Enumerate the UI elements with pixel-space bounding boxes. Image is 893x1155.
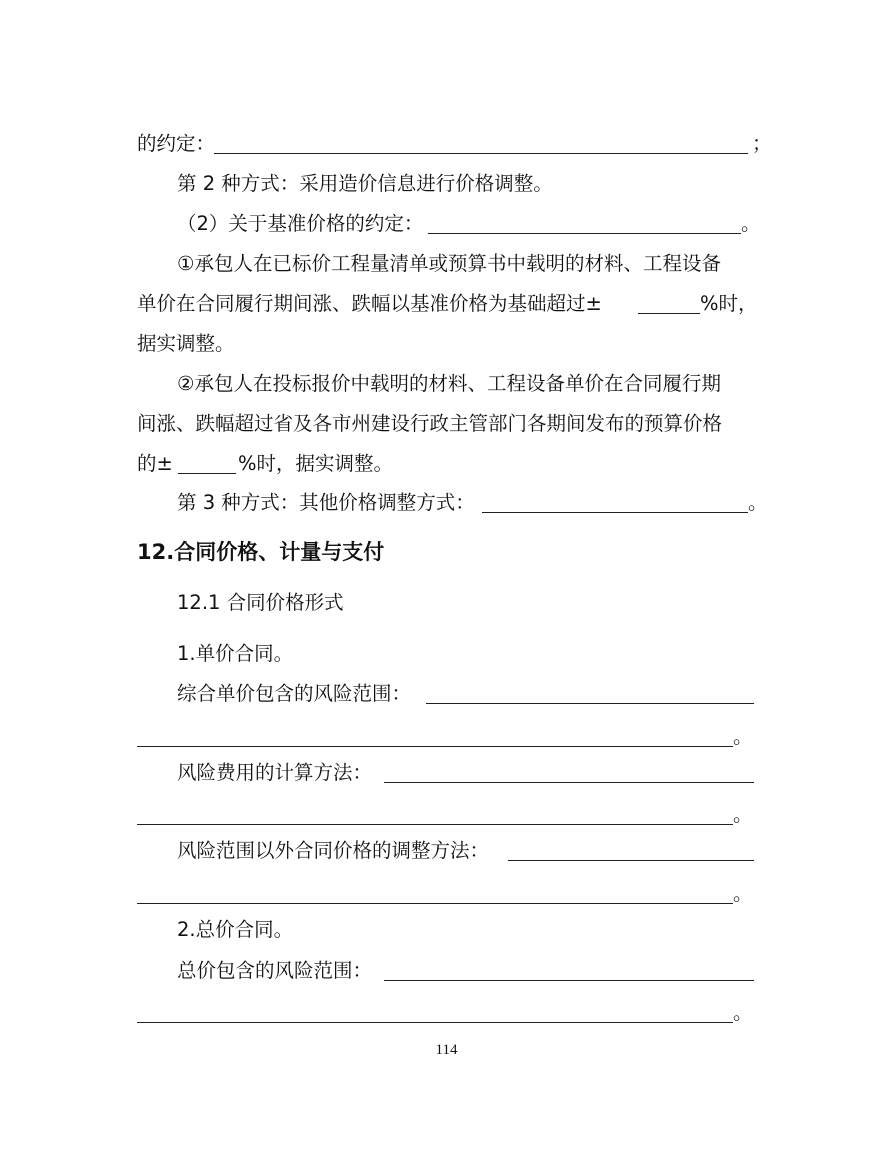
text-line-8 [0, 406, 893, 442]
line-9-end: %时，据实调整。 [238, 452, 394, 475]
line-7-text: ②承包人在投标报价中载明的材料、工程设备单价在合同履行期 [177, 372, 721, 395]
unit-risk-scope-line [0, 676, 893, 712]
fill-blank-risk-cost[interactable] [384, 755, 754, 783]
lump-sum-title: 2.总价合同。 [177, 918, 294, 941]
subsection-heading [0, 585, 893, 621]
outside-adjust-cont [0, 876, 893, 912]
fill-blank-percent-2[interactable] [178, 446, 236, 474]
line-6-text: 据实调整。 [137, 332, 235, 355]
line-1-end: ； [752, 132, 772, 155]
text-line-3 [0, 206, 893, 242]
text-line-5 [0, 286, 893, 322]
fill-blank-other-method[interactable] [482, 485, 748, 513]
text-line-6 [0, 326, 893, 362]
line-1-text: 的约定： [137, 132, 216, 155]
text-line-7 [0, 366, 893, 402]
line-5-text: 单价在合同履行期间涨、跌幅以基准价格为基础超过± [137, 292, 602, 315]
text-line-10 [0, 485, 893, 521]
period-2: 。 [733, 803, 753, 826]
risk-cost-line [0, 755, 893, 791]
text-line-9 [0, 446, 893, 482]
line-9-text: 的± [137, 452, 173, 475]
section-title: 12.合同价格、计量与支付 [137, 540, 385, 564]
fill-blank-percent-1[interactable] [638, 286, 700, 314]
period-3: 。 [733, 882, 753, 905]
line-4-text: ①承包人在已标价工程量清单或预算书中载明的材料、工程设备 [177, 252, 721, 275]
line-3-text: （2）关于基准价格的约定： [177, 212, 424, 235]
lump-risk-scope-label: 总价包含的风险范围： [177, 959, 373, 982]
fill-blank-lump-risk-scope-cont[interactable] [137, 995, 733, 1023]
fill-blank-base-price[interactable] [428, 206, 741, 234]
outside-adjust-line [0, 833, 893, 869]
section-heading [0, 534, 893, 570]
lump-risk-scope-line [0, 953, 893, 989]
fill-blank-risk-cost-cont[interactable] [137, 797, 733, 825]
line-3-end: 。 [741, 212, 761, 235]
unit-price-title: 1.单价合同。 [177, 642, 294, 665]
text-line-4 [0, 246, 893, 282]
unit-price-title-line [0, 636, 893, 672]
fill-blank-agreement[interactable] [214, 126, 748, 154]
fill-blank-unit-risk-scope-cont[interactable] [137, 719, 733, 747]
unit-risk-scope-cont [0, 719, 893, 755]
fill-blank-outside-adjust-cont[interactable] [137, 876, 733, 904]
line-10-text: 第 3 种方式：其他价格调整方式： [177, 491, 475, 514]
risk-cost-cont [0, 797, 893, 833]
period-1: 。 [733, 725, 753, 748]
lump-risk-scope-cont [0, 995, 893, 1031]
text-line-1 [0, 126, 893, 162]
line-5-end: %时， [700, 292, 758, 315]
fill-blank-unit-risk-scope[interactable] [426, 676, 754, 704]
outside-adjust-label: 风险范围以外合同价格的调整方法： [177, 839, 490, 862]
line-10-end: 。 [748, 491, 768, 514]
line-2-text: 第 2 种方式：采用造价信息进行价格调整。 [177, 172, 553, 195]
lump-sum-title-line [0, 912, 893, 948]
text-line-2 [0, 166, 893, 202]
subsection-title: 12.1 合同价格形式 [177, 591, 344, 614]
unit-risk-scope-label: 综合单价包含的风险范围： [177, 682, 412, 705]
fill-blank-outside-adjust[interactable] [508, 833, 754, 861]
page-number: 114 [435, 1042, 458, 1058]
fill-blank-lump-risk-scope[interactable] [384, 953, 754, 981]
risk-cost-label: 风险费用的计算方法： [177, 761, 373, 784]
period-4: 。 [733, 1001, 753, 1024]
line-8-text: 间涨、跌幅超过省及各市州建设行政主管部门各期间发布的预算价格 [137, 412, 723, 435]
